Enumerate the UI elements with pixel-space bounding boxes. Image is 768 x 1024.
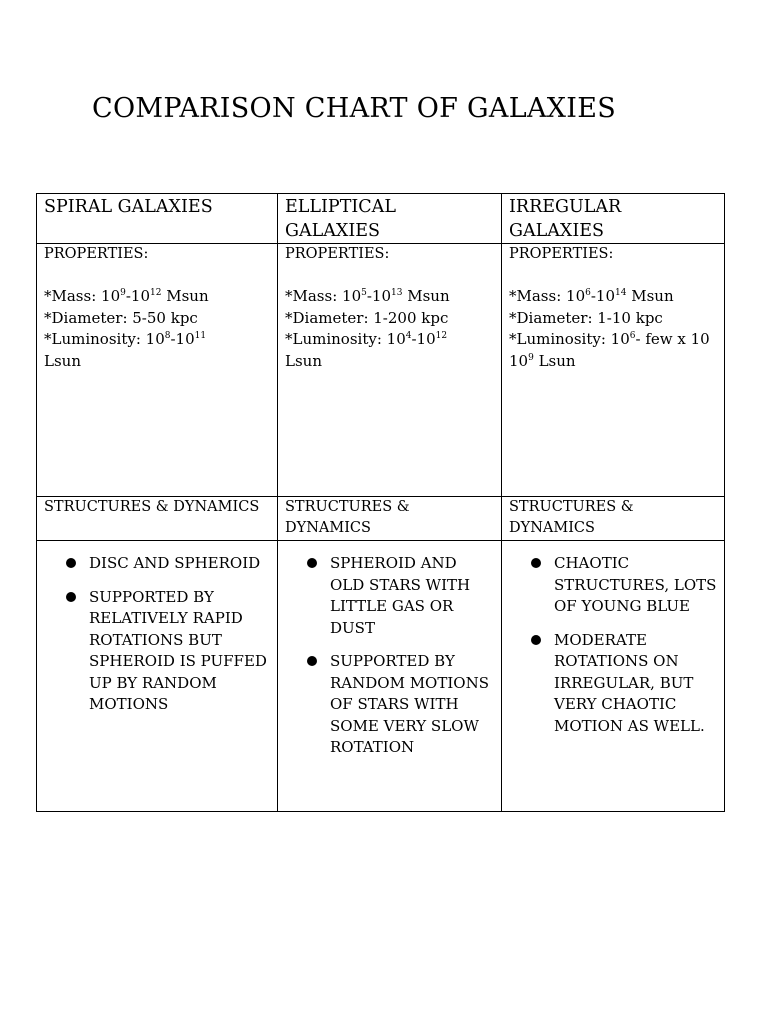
properties-row: [37, 244, 725, 497]
column-heading: IRREGULAR GALAXIES: [509, 197, 622, 241]
bullet-dot-icon: [307, 558, 317, 568]
properties-label: PROPERTIES:: [509, 246, 614, 262]
list-item: SUPPORTED BY RANDOM MOTIONS OF STARS WITH SOME VERY SLOW ROTATION: [330, 651, 495, 759]
structures-label: STRUCTURES & DYNAMICS: [509, 499, 634, 536]
luminosity-value: *Luminosity: $10^6-$ few x 10 $10^9$ Lsun: [509, 330, 710, 370]
diameter-value: *Diameter: 1-200 kpc: [285, 308, 449, 327]
irregular-structures-cell: [502, 497, 725, 541]
table-header-row: [37, 194, 725, 244]
structures-label-row: [37, 497, 725, 541]
list-item: SPHEROID AND OLD STARS WITH LITTLE GAS OR DUST: [330, 553, 495, 639]
dynamics-bullets-row: [37, 541, 725, 812]
irregular-properties-cell: [502, 244, 725, 497]
page-title: COMPARISON CHART OF GALAXIES: [92, 93, 617, 124]
properties-list: [509, 286, 718, 372]
spiral-bullets-cell: [37, 541, 278, 812]
properties-label: PROPERTIES:: [44, 246, 149, 262]
elliptical-properties-cell: [278, 244, 502, 497]
properties-label: PROPERTIES:: [285, 246, 390, 262]
structures-label: STRUCTURES & DYNAMICS: [285, 499, 410, 536]
structures-label: STRUCTURES & DYNAMICS: [44, 499, 260, 515]
luminosity-value: *Luminosity: $10^8-10^{11}$ Lsun: [44, 330, 207, 370]
list-item: DISC AND SPHEROID: [89, 553, 271, 575]
bullet-dot-icon: [66, 558, 76, 568]
column-heading: SPIRAL GALAXIES: [44, 197, 213, 217]
column-heading: ELLIPTICAL GALAXIES: [285, 197, 396, 241]
bullet-dot-icon: [531, 635, 541, 645]
mass-value: *Mass: $10^6-10^{14}$ Msun: [509, 287, 674, 305]
bullet-list: [285, 553, 495, 759]
spiral-heading-cell: [37, 194, 278, 244]
mass-value: *Mass: $10^9-10^{12}$ Msun: [44, 287, 209, 305]
bullet-dot-icon: [531, 558, 541, 568]
properties-list: [44, 286, 271, 372]
properties-list: [285, 286, 495, 372]
bullet-list: [44, 553, 271, 716]
mass-value: *Mass: $10^5-10^{13}$ Msun: [285, 287, 450, 305]
irregular-heading-cell: [502, 194, 725, 244]
spiral-properties-cell: [37, 244, 278, 497]
bullet-list: [509, 553, 718, 737]
list-item: MODERATE ROTATIONS ON IRREGULAR, BUT VERY CHAOTIC MOTION AS WELL.: [554, 630, 718, 738]
bullet-dot-icon: [66, 592, 76, 602]
comparison-table: [36, 193, 725, 812]
bullet-dot-icon: [307, 656, 317, 666]
diameter-value: *Diameter: 5-50 kpc: [44, 308, 198, 327]
luminosity-value: *Luminosity: $10^4-10^{12}$ Lsun: [285, 330, 448, 370]
list-item: CHAOTIC STRUCTURES, LOTS OF YOUNG BLUE: [554, 553, 718, 618]
elliptical-bullets-cell: [278, 541, 502, 812]
elliptical-heading-cell: [278, 194, 502, 244]
elliptical-structures-cell: [278, 497, 502, 541]
list-item: SUPPORTED BY RELATIVELY RAPID ROTATIONS BUT SPHEROID IS PUFFED UP BY RANDOM MOTIONS: [89, 587, 271, 716]
diameter-value: *Diameter: 1-10 kpc: [509, 308, 663, 327]
irregular-bullets-cell: [502, 541, 725, 812]
spiral-structures-cell: [37, 497, 278, 541]
